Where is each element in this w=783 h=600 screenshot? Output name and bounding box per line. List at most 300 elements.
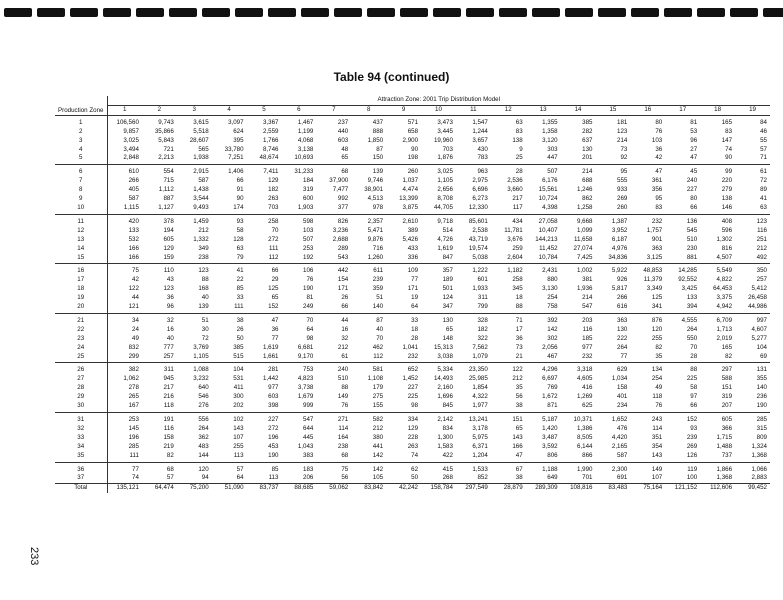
table-cell: 158 — [163, 433, 174, 441]
table-cell: 47 — [655, 168, 663, 176]
column-header: 6 — [281, 105, 316, 115]
table-cell: 2,357 — [367, 217, 384, 225]
table-row — [55, 443, 770, 452]
table-cell: 1,079 — [456, 353, 491, 363]
table-cell: 992 — [337, 195, 349, 203]
table-cell: 2,213 — [142, 154, 177, 164]
perforation-mark — [103, 8, 131, 17]
table-cell: 130 — [582, 145, 593, 153]
table-cell: 1,933 — [472, 285, 488, 293]
table-cell: 345 — [512, 285, 523, 293]
table-cell: 777 — [163, 343, 174, 351]
table-cell: 1,108 — [367, 375, 384, 383]
table-cell: 12,330 — [456, 204, 491, 214]
table-cell: 143 — [512, 433, 523, 441]
table-cell: 721 — [163, 145, 174, 153]
perforation-strip — [0, 4, 783, 22]
column-header: 4 — [212, 105, 247, 115]
zone-cell: 34 — [55, 443, 107, 452]
table-cell: 7,251 — [212, 154, 247, 164]
table-cell: 688 — [582, 177, 593, 185]
zone-cell: 2 — [55, 128, 107, 137]
table-cell: 42 — [132, 276, 139, 284]
table-cell: 181 — [617, 118, 628, 126]
perforation-mark — [301, 8, 329, 17]
table-cell: 212 — [756, 244, 767, 252]
table-cell: 269 — [617, 195, 628, 203]
table-cell: 361 — [651, 177, 663, 185]
table-cell: 34 — [132, 316, 139, 324]
table-cell: 997 — [756, 316, 767, 324]
table-cell: 462 — [372, 343, 384, 351]
table-cell: 142 — [372, 465, 384, 473]
table-cell: 147 — [721, 136, 733, 144]
total-cell: 59,062 — [316, 484, 351, 493]
table-cell: 118 — [652, 393, 663, 401]
table-cell: 88 — [491, 303, 526, 313]
table-row — [55, 115, 770, 127]
zone-cell: 29 — [55, 393, 107, 402]
table-cell: 14,493 — [433, 375, 453, 383]
table-cell: 3,178 — [472, 424, 488, 432]
table-cell: 57 — [760, 145, 767, 153]
table-cell: 216 — [163, 393, 174, 401]
table-cell: 806 — [526, 452, 561, 462]
table-cell: 4,726 — [437, 235, 453, 243]
table-cell: 652 — [407, 366, 419, 374]
table-row — [55, 413, 770, 425]
table-cell: 196 — [268, 433, 279, 441]
table-cell: 72 — [201, 334, 209, 342]
table-cell: 17 — [515, 325, 523, 333]
table-cell: 4,296 — [542, 366, 558, 374]
table-cell: 319 — [721, 393, 733, 401]
table-cell: 625 — [561, 402, 596, 412]
table-cell: 117 — [491, 204, 526, 214]
table-cell: 3,738 — [297, 384, 314, 392]
zone-cell: 10 — [55, 204, 107, 214]
table-cell: 926 — [617, 276, 628, 284]
table-cell: 1,467 — [297, 118, 314, 126]
zone-cell: 17 — [55, 276, 107, 285]
table-row — [55, 335, 770, 344]
table-cell: 74 — [132, 474, 139, 482]
column-header: 15 — [595, 105, 630, 115]
table-cell: 13,241 — [468, 416, 488, 423]
table-cell: 105 — [372, 474, 384, 482]
table-cell: 179 — [372, 384, 384, 392]
table-cell: 190 — [247, 452, 282, 462]
table-cell: 130 — [442, 316, 453, 324]
table-cell: 9,170 — [281, 353, 316, 363]
table-cell: 1,459 — [193, 217, 209, 225]
table-cell: 279 — [721, 186, 733, 194]
table-cell: 359 — [372, 285, 384, 293]
table-cell: 1,406 — [228, 168, 244, 176]
table-cell: 716 — [372, 244, 384, 252]
table-cell: 217 — [512, 195, 523, 203]
table-cell: 5,922 — [611, 267, 628, 275]
table-cell: 1,387 — [611, 217, 628, 225]
table-cell: 554 — [163, 168, 174, 176]
table-cell: 11,658 — [574, 235, 593, 243]
table-cell: 35,866 — [154, 127, 174, 135]
table-row — [55, 214, 770, 226]
table-cell: 19,960 — [433, 136, 453, 144]
zone-cell: 32 — [55, 425, 107, 434]
table-cell: 363 — [651, 244, 663, 252]
table-cell: 5,518 — [193, 127, 209, 135]
column-header: 17 — [665, 105, 700, 115]
table-cell: 1,112 — [158, 186, 174, 194]
zone-cell: 15 — [55, 254, 107, 264]
table-cell: 6,696 — [472, 186, 488, 194]
table-cell: 4,822 — [716, 276, 733, 284]
table-cell: 550 — [686, 334, 698, 342]
table-cell: 111 — [107, 452, 142, 462]
table-cell: 237 — [337, 118, 349, 126]
table-cell: 319 — [303, 186, 314, 194]
total-cell: 64,474 — [142, 484, 177, 493]
table-cell: 64 — [236, 474, 244, 482]
table-cell: 93 — [236, 217, 244, 225]
table-cell: 3,025 — [123, 136, 139, 144]
table-cell: 845 — [421, 402, 456, 412]
table-cell: 605 — [163, 235, 174, 243]
table-cell: 1,488 — [716, 442, 733, 450]
table-cell: 510 — [337, 375, 349, 383]
table-cell: 120 — [198, 465, 209, 473]
table-title: Table 94 (continued) — [333, 70, 450, 84]
table-cell: 10,407 — [538, 226, 558, 234]
table-cell: 258 — [268, 217, 279, 225]
table-row — [55, 375, 770, 384]
table-cell: 68 — [341, 168, 349, 176]
column-header: 16 — [630, 105, 665, 115]
table-cell: 88 — [201, 276, 209, 284]
table-cell: 1,088 — [193, 366, 209, 374]
table-cell: 15,561 — [538, 186, 558, 194]
perforation-mark — [268, 8, 296, 17]
table-cell: 143 — [630, 452, 665, 462]
table-cell: 269 — [686, 442, 698, 450]
table-cell: 227 — [407, 384, 419, 392]
table-cell: 3,375 — [716, 294, 733, 302]
table-cell: 174 — [212, 204, 247, 214]
table-cell: 408 — [721, 217, 733, 225]
table-cell: 207 — [700, 402, 735, 412]
table-cell: 102 — [233, 416, 244, 423]
table-cell: 225 — [686, 375, 698, 383]
table-cell: 36 — [515, 334, 523, 342]
table-cell: 1,188 — [542, 465, 558, 473]
table-cell: 182 — [477, 325, 488, 333]
column-header: 1 — [107, 105, 142, 115]
table-cell: 1,386 — [576, 424, 593, 432]
table-cell: 90 — [236, 195, 244, 203]
table-cell: 1,099 — [576, 226, 593, 234]
table-cell: 165 — [721, 343, 733, 351]
table-cell: 933 — [617, 186, 628, 194]
table-cell: 350 — [756, 267, 767, 275]
table-cell: 1,043 — [297, 442, 314, 450]
total-label: Total — [55, 484, 107, 493]
table-cell: 1,938 — [177, 154, 212, 164]
table-cell: 977 — [582, 343, 593, 351]
table-cell: 351 — [651, 433, 663, 441]
column-header: 11 — [456, 105, 491, 115]
table-cell: 1,619 — [437, 244, 453, 252]
table-cell: 6,681 — [297, 343, 314, 351]
table-cell: 2,848 — [107, 154, 142, 164]
table-cell: 1,936 — [576, 285, 593, 293]
table-cell: 555 — [617, 177, 628, 185]
table-cell: 876 — [651, 316, 663, 324]
perforation-mark — [433, 8, 461, 17]
table-cell: 816 — [721, 244, 733, 252]
table-cell: 3,120 — [542, 136, 558, 144]
table-cell: 7,411 — [263, 168, 279, 176]
table-cell: 434 — [512, 217, 523, 225]
table-cell: 1,757 — [646, 226, 663, 234]
table-cell: 251 — [756, 235, 767, 243]
table-cell: 112 — [247, 254, 282, 264]
table-cell: 97 — [690, 393, 698, 401]
table-cell: 1,037 — [402, 177, 419, 185]
table-cell: 148 — [442, 334, 453, 342]
table-cell: 114 — [652, 424, 663, 432]
table-row — [55, 264, 770, 276]
table-cell: 61 — [760, 168, 767, 176]
table-cell: 9,746 — [367, 177, 384, 185]
table-row — [55, 344, 770, 353]
table-row — [55, 128, 770, 137]
table-cell: 255 — [651, 334, 663, 342]
total-cell: 135,121 — [107, 484, 142, 493]
table-cell: 87 — [376, 316, 384, 324]
total-cell: 88,685 — [281, 484, 316, 493]
table-cell: 1,368 — [716, 474, 733, 482]
table-cell: 336 — [386, 254, 421, 264]
table-cell: 322 — [477, 334, 488, 342]
table-cell: 38 — [236, 316, 244, 324]
table-cell: 2,688 — [332, 235, 349, 243]
table-cell: 146 — [700, 204, 735, 214]
table-cell: 422 — [421, 452, 456, 462]
table-cell: 545 — [686, 226, 698, 234]
table-cell: 254 — [651, 375, 663, 383]
perforation-mark — [664, 8, 692, 17]
table-cell: 5,412 — [751, 285, 767, 293]
table-cell: 401 — [617, 393, 628, 401]
table-cell: 32 — [341, 334, 349, 342]
table-cell: 74 — [725, 145, 733, 153]
table-cell: 133 — [128, 226, 139, 234]
table-cell: 104 — [756, 343, 767, 351]
table-cell: 70 — [306, 316, 314, 324]
table-row — [55, 137, 770, 146]
table-cell: 1,066 — [751, 465, 767, 473]
perforation-mark — [763, 8, 783, 17]
table-cell: 605 — [721, 416, 733, 423]
total-cell: 99,452 — [735, 484, 770, 493]
table-cell: 202 — [212, 402, 247, 412]
table-cell: 515 — [212, 353, 247, 363]
table-cell: 629 — [617, 366, 628, 374]
table-cell: 123 — [617, 127, 628, 135]
table-cell: 212 — [198, 226, 209, 234]
table-cell: 99 — [725, 168, 733, 176]
table-cell: 753 — [303, 366, 314, 374]
table-cell: 253 — [303, 244, 314, 252]
table-cell: 240 — [686, 177, 698, 185]
table-cell: 198 — [386, 154, 421, 164]
table-cell: 3,097 — [228, 118, 244, 126]
table-cell: 565 — [198, 145, 209, 153]
table-cell: 214 — [582, 294, 593, 302]
column-header: 7 — [316, 105, 351, 115]
table-cell: 1,324 — [751, 442, 767, 450]
table-cell: 1,679 — [297, 393, 314, 401]
table-cell: 4,474 — [402, 186, 419, 194]
table-cell: 847 — [421, 254, 456, 264]
zone-cell: 30 — [55, 402, 107, 412]
total-cell: 158,784 — [421, 484, 456, 493]
table-cell: 77 — [132, 465, 139, 473]
table-cell: 64,453 — [713, 285, 733, 293]
table-cell: 76 — [306, 276, 314, 284]
table-cell: 11,379 — [643, 276, 663, 284]
table-cell: 1,246 — [576, 186, 593, 194]
table-cell: 77 — [595, 353, 630, 363]
table-cell: 56 — [515, 393, 523, 401]
table-cell: 834 — [442, 424, 453, 432]
table-cell: 3,349 — [646, 285, 663, 293]
zone-cell: 11 — [55, 214, 107, 226]
table-cell: 220 — [721, 177, 733, 185]
table-row — [55, 165, 770, 177]
table-cell: 136 — [686, 217, 698, 225]
table-cell: 42 — [630, 154, 665, 164]
table-cell: 46 — [760, 127, 767, 135]
table-cell: 6,273 — [472, 195, 488, 203]
table-cell: 6,697 — [542, 375, 558, 383]
table-cell: 1,583 — [437, 442, 453, 450]
table-cell: 2,656 — [437, 186, 453, 194]
table-cell: 51 — [376, 294, 384, 302]
table-cell: 70 — [271, 226, 279, 234]
table-cell: 238 — [337, 442, 349, 450]
table-cell: 95 — [620, 168, 628, 176]
table-cell: 1,977 — [456, 402, 491, 412]
table-cell: 33 — [411, 316, 419, 324]
table-cell: 212 — [372, 424, 384, 432]
table-cell: 4,507 — [700, 254, 735, 264]
table-cell: 19,574 — [468, 244, 488, 252]
table-cell: 1,442 — [262, 375, 279, 383]
zone-cell: 9 — [55, 195, 107, 204]
table-cell: 71 — [515, 316, 523, 324]
table-cell: 65 — [316, 154, 351, 164]
total-cell: 75,164 — [630, 484, 665, 493]
table-row — [55, 195, 770, 204]
table-cell: 1,182 — [507, 267, 523, 275]
table-cell: 341 — [630, 303, 665, 313]
table-cell: 415 — [442, 465, 453, 473]
table-cell: 58 — [690, 384, 698, 392]
table-cell: 887 — [163, 195, 174, 203]
table-cell: 43,719 — [468, 235, 488, 243]
perforation-mark — [70, 8, 98, 17]
table-cell: 356 — [651, 186, 663, 194]
table-cell: 125 — [268, 285, 279, 293]
column-header: 19 — [735, 105, 770, 115]
table-cell: 363 — [617, 316, 628, 324]
table-cell: 271 — [337, 416, 349, 423]
table-cell: 1,260 — [351, 254, 386, 264]
table-cell: 2,056 — [542, 343, 558, 351]
table-cell: 53 — [690, 127, 698, 135]
zone-cell: 6 — [55, 165, 107, 177]
table-cell: 999 — [281, 402, 316, 412]
table-row — [55, 303, 770, 313]
table-row — [55, 154, 770, 164]
table-cell: 476 — [617, 424, 628, 432]
table-cell: 13,399 — [399, 195, 419, 203]
table-cell: 18 — [411, 325, 419, 333]
table-cell: 21 — [491, 353, 526, 363]
perforation-mark — [598, 8, 626, 17]
table-cell: 3,494 — [123, 145, 139, 153]
zone-cell: 35 — [55, 452, 107, 462]
table-cell: 66 — [236, 177, 244, 185]
table-row — [55, 452, 770, 462]
table-cell: 531 — [233, 375, 244, 383]
table-cell: 31,233 — [294, 168, 314, 176]
table-cell: 48,674 — [247, 154, 282, 164]
table-cell: 185 — [582, 334, 593, 342]
table-cell: 2,300 — [611, 465, 628, 473]
table-cell: 154 — [337, 276, 349, 284]
table-cell: 88 — [341, 384, 349, 392]
perforation-mark — [697, 8, 725, 17]
table-cell: 165 — [721, 118, 733, 126]
table-cell: 7,562 — [472, 343, 488, 351]
table-cell: 610 — [128, 168, 139, 176]
table-cell: 18 — [515, 294, 523, 302]
table-cell: 19 — [411, 294, 419, 302]
table-cell: 123 — [198, 267, 209, 275]
table-cell: 57 — [236, 465, 244, 473]
table-cell: 405 — [128, 186, 139, 194]
table-cell: 382 — [128, 366, 139, 374]
table-cell: 556 — [198, 416, 209, 423]
table-cell: 110 — [163, 267, 174, 275]
table-cell: 3,660 — [507, 186, 523, 194]
table-cell: 354 — [651, 442, 663, 450]
table-cell: 106,560 — [116, 118, 139, 126]
table-cell: 7,425 — [561, 254, 596, 264]
table-cell: 4,605 — [576, 375, 593, 383]
table-cell: 430 — [477, 145, 488, 153]
table-cell: 227 — [686, 186, 698, 194]
table-cell: 48,853 — [643, 267, 663, 275]
table-cell: 98 — [306, 334, 314, 342]
table-cell: 3,875 — [386, 204, 421, 214]
table-cell: 378 — [163, 217, 174, 225]
table-body — [55, 115, 770, 493]
table-cell: 3,367 — [262, 118, 279, 126]
